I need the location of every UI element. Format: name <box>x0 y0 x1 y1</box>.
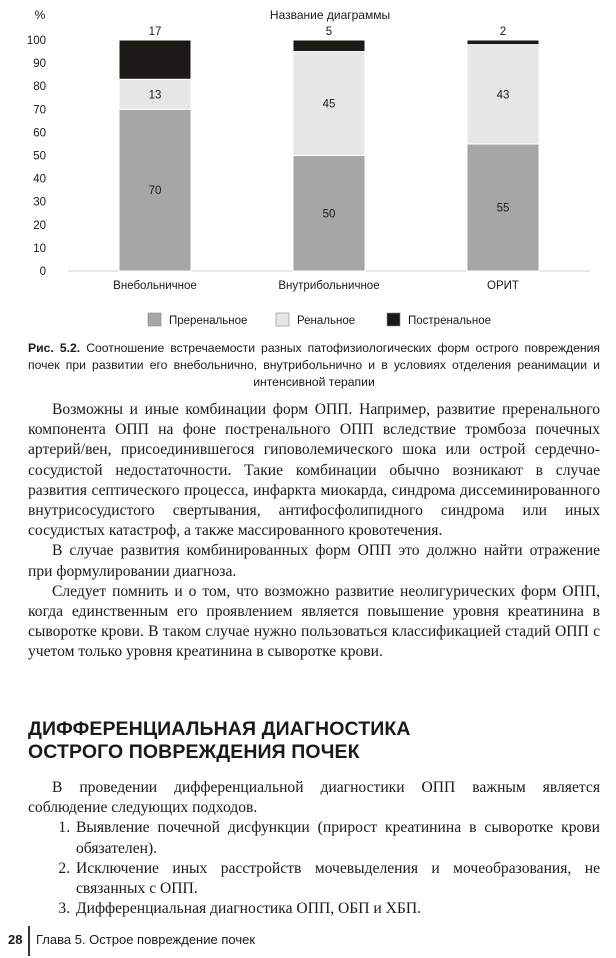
x-tick-label: Внутрибольничное <box>278 280 380 292</box>
y-tick-label: 70 <box>33 104 46 117</box>
legend-swatch <box>276 313 289 326</box>
data-label: 43 <box>496 89 510 102</box>
running-chapter-title: Глава 5. Острое повреждение почек <box>36 932 256 947</box>
y-tick-label: 80 <box>33 81 46 94</box>
bar-segment <box>293 40 365 52</box>
list-item: 1. Выявление почечной дисфункции (прирост креатинина в сыворотке крови обязателен). <box>74 818 600 858</box>
legend-label: Преренальное <box>169 315 248 327</box>
paragraph: В случае развития комбинированных форм ОПП это должно найти отражение при формулировании диагноза. <box>28 542 600 580</box>
section-heading-line-2: ОСТРОГО ПОВРЕЖДЕНИЯ ПОЧЕК <box>28 741 360 763</box>
data-label: 45 <box>322 98 336 111</box>
body-text <box>28 400 600 663</box>
y-tick-label: 40 <box>33 173 46 186</box>
section-heading-line-1: ДИФФЕРЕНЦИАЛЬНАЯ ДИАГНОСТИКА <box>28 718 411 740</box>
y-tick-label: 10 <box>33 242 46 255</box>
page-footer <box>8 926 408 956</box>
y-tick-label: 0 <box>39 266 46 278</box>
y-tick-label: 60 <box>33 127 46 140</box>
y-tick-label: 20 <box>33 219 46 232</box>
y-tick-label: 100 <box>26 35 46 47</box>
paragraph: Следует помнить и о том, что возможно развитие неолигурических форм ОПП, когда единственным его проявлением является повышение уровня креатинина в сыворотке крови. В таком случае нужно пользоваться классификацией стадий ОПП с учетом только уровня креатинина в сыворотке крови. <box>28 582 600 661</box>
figure-caption <box>28 340 600 391</box>
data-label: 50 <box>322 208 336 221</box>
x-tick-label: Внебольничное <box>113 280 197 292</box>
data-label: 13 <box>148 89 162 102</box>
y-tick-label: 90 <box>33 58 46 71</box>
section-body <box>28 778 600 919</box>
section-intro: В проведении дифференциальной диагностики ОПП важным является соблюдение следующих подходов. <box>28 779 600 817</box>
list-item: 3. Дифференциальная диагностика ОПП, ОБП и ХБП. <box>74 899 600 919</box>
page-number: 28 <box>8 932 23 947</box>
x-tick-label: ОРИТ <box>487 280 519 292</box>
bar-segment <box>119 40 191 79</box>
data-label: 70 <box>148 185 162 198</box>
section-heading <box>28 718 600 764</box>
data-label: 17 <box>148 26 162 38</box>
legend-swatch <box>148 313 161 326</box>
data-label: 2 <box>499 26 507 38</box>
chart-title: Название диаграммы <box>269 8 391 22</box>
data-label: 55 <box>496 202 510 215</box>
y-tick-label: 30 <box>33 196 46 209</box>
y-axis-label: % <box>34 8 46 22</box>
y-tick-label: 50 <box>33 150 46 163</box>
numbered-list <box>28 818 600 919</box>
legend-label: Ренальное <box>297 315 356 327</box>
legend-label: Постренальное <box>408 315 492 327</box>
list-item: 2. Исключение иных расстройств мочевыделения и мочеобразования, не связанных с ОПП. <box>74 859 600 899</box>
bar-segment <box>467 40 539 45</box>
legend-swatch <box>387 313 400 326</box>
figure-caption-text: Соотношение встречаемости разных патофизиологических форм острого повреждения почек при развитии его внебольнично, внутрибольнично и в условиях отделения реанимации и интенсивной терапии <box>28 341 600 389</box>
footer-divider <box>28 926 30 956</box>
stacked-bar-chart <box>0 0 616 340</box>
paragraph: Возможны и иные комбинации форм ОПП. Например, развитие преренального компонента ОПП на фоне постренального ОПП вследствие тромбоза почечных артерий/вен, присоединившегося гиповолемического шока или острой сердечно-сосудистой недостаточности. Такие комбинации обычно возникают в случае развития септического процесса, инфаркта миокарда, синдрома диссеминированного внутрисосудистого свертывания, антифосфолипидного синдрома или иных сосудистых катастроф, а также массированного кровотечения. <box>28 401 600 540</box>
data-label: 5 <box>325 26 333 38</box>
figure-label: Рис. 5.2. <box>28 341 81 355</box>
